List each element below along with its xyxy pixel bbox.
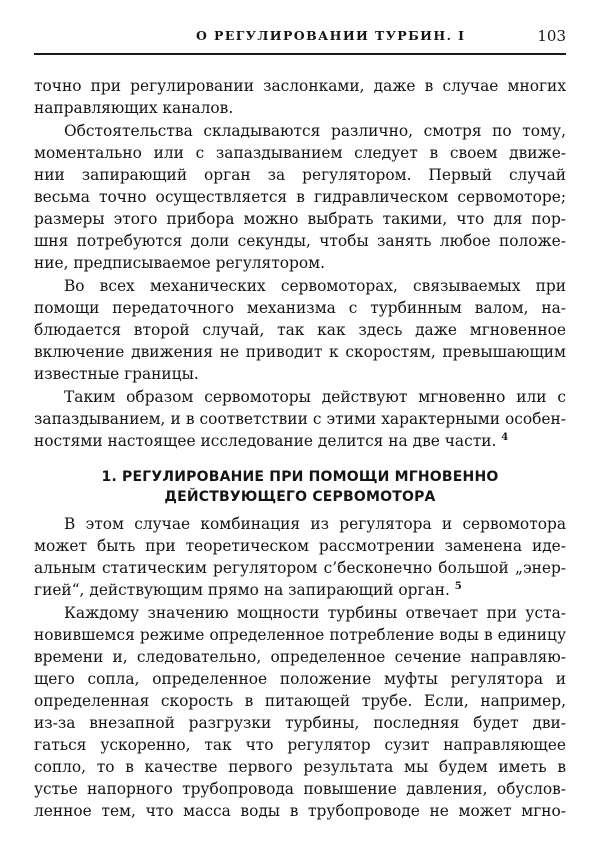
text-line: из-за внезапной разгрузки турбины, последняя будет дви-	[34, 714, 566, 732]
text-line: точно при регулировании заслонками, даже в случае многих	[34, 77, 566, 95]
footnote-marker: 5	[454, 581, 462, 592]
text-line: весьма точно осуществляется в гидравлическом сервомоторе;	[34, 188, 566, 206]
text-line	[34, 580, 566, 602]
text-line: может быть при теоретическом рассмотрении заменена иде-	[34, 537, 566, 555]
text-line: щего сопла, определенное положение муфты регулятора и	[34, 670, 566, 688]
book-page	[34, 0, 566, 854]
page-number: 103	[537, 27, 566, 45]
footnote-marker: 4	[501, 432, 509, 443]
paragraph-first-line: Во всех механических сервомоторах, связываемых при	[64, 277, 566, 295]
paragraph-first-line: В этом случае комбинация из регулятора и сервомотора	[64, 515, 566, 533]
paragraph-first-line: Обстоятельства складываются различно, смотря по тому,	[64, 122, 566, 140]
text-line: запаздыванием, и в соответствии с этими характерными особен-	[34, 410, 566, 428]
text-line: размеры этого прибора можно выбрать такими, что для пор-	[34, 210, 566, 228]
text-line: сопло, то в качестве первого результата мы будем иметь в	[34, 758, 566, 776]
text-line: определенная скорость в питающей трубе. Если, например,	[34, 692, 566, 710]
header-rule	[34, 53, 566, 55]
running-title: О РЕГУЛИРОВАНИИ ТУРБИН. I	[196, 28, 466, 43]
text-line: ленное тем, что масса воды в трубопроводе не может мгно-	[34, 802, 566, 820]
text-line: моментально или с запаздыванием следует в своем движе-	[34, 144, 566, 162]
text-line: ние, предписываемое регулятором.	[34, 254, 326, 272]
text-line: направляющих каналов.	[34, 99, 234, 117]
text-line: времени и, следовательно, определенное сечение направляю-	[34, 648, 566, 666]
paragraph-first-line: Таким образом сервомоторы действуют мгновенно или с	[64, 388, 566, 406]
text-line: нии запирающий орган за регулятором. Первый случай	[34, 166, 566, 184]
text-line: помощи передаточного механизма с турбинным валом, на-	[34, 299, 566, 317]
text-line: шня потребуются доли секунды, чтобы занять любое положе-	[34, 232, 566, 250]
section-heading-line-1: 1. РЕГУЛИРОВАНИЕ ПРИ ПОМОЩИ МГНОВЕННО	[101, 469, 499, 485]
text-line: гаться ускоренно, так что регулятор сузит направляющее	[34, 736, 566, 754]
text-line: включение движения не приводит к скоростям, превышающим	[34, 343, 566, 361]
text-line: блюдается второй случай, так как здесь даже мгновенное	[34, 321, 566, 339]
section-heading-line-2: ДЕЙСТВУЮЩЕГО СЕРВОМОТОРА	[164, 489, 436, 505]
text-line: известные границы.	[34, 365, 199, 383]
text-line-content: гией“, действующим прямо на запирающий орган.	[34, 581, 450, 599]
text-line-content: ностями настоящее исследование делится на две части.	[34, 432, 497, 450]
running-head	[34, 24, 566, 52]
text-line: новившемся режиме определенное потребление воды в единицу	[34, 626, 566, 644]
text-line	[34, 431, 566, 453]
text-line: альным статическим регулятором с’бесконечно большой „энер-	[34, 559, 566, 577]
paragraph-first-line: Каждому значению мощности турбины отвечает при уста-	[64, 604, 566, 622]
text-line: устье напорного трубопровода повышение давления, обуслов-	[34, 780, 566, 798]
